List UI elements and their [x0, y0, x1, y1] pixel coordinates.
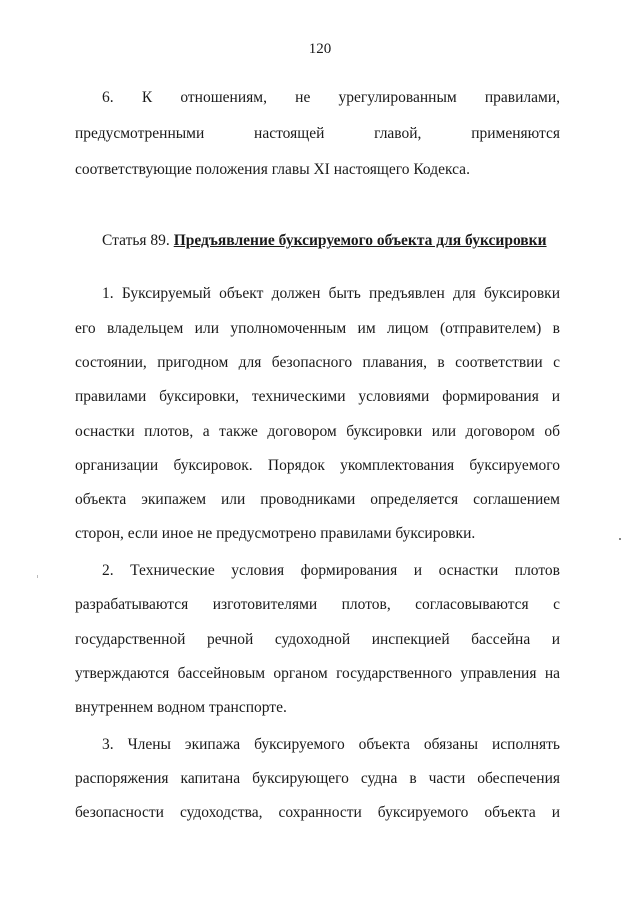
clause-1-line-5: оснастки плотов, а также договором буксировки или договором об [75, 423, 560, 440]
paragraph-6-line-1: 6. К отношениям, не урегулированным правилами, [102, 89, 560, 106]
clause-1-line-7: объекта экипажем или проводниками определяется соглашением [75, 491, 560, 508]
clause-2-line-1: 2. Технические условия формирования и оснастки плотов [102, 562, 560, 579]
paragraph-6-line-3: соответствующие положения главы XI настоящего Кодекса. [75, 161, 470, 178]
clause-1-line-8: сторон, если иное не предусмотрено правилами буксировки. [75, 525, 476, 542]
clause-1-line-6: организации буксировок. Порядок укомплектования буксируемого [75, 457, 560, 474]
clause-1-line-3: состоянии, пригодном для безопасного плавания, в соответствии с [75, 354, 560, 371]
article-heading [102, 231, 547, 251]
clause-2-line-5: внутреннем водном транспорте. [75, 699, 287, 716]
clause-1-line-4: правилами буксировки, техническими условиями формирования и [75, 388, 560, 405]
clause-1-line-1: 1. Буксируемый объект должен быть предъявлен для буксировки [102, 285, 560, 302]
clause-3-line-1: 3. Члены экипажа буксируемого объекта обязаны исполнять [102, 736, 560, 753]
article-title: Предъявление буксируемого объекта для буксировки [173, 232, 547, 249]
scan-speck [619, 538, 621, 540]
clause-1-line-2: его владельцем или уполномоченным им лицом (отправителем) в [75, 320, 560, 337]
clause-3-line-2: распоряжения капитана буксирующего судна в части обеспечения [75, 770, 560, 787]
clause-2-line-4: утверждаются бассейновым органом государственного управления на [75, 665, 560, 682]
clause-2-line-2: разрабатываются изготовителями плотов, согласовываются с [75, 596, 560, 613]
scan-speck [37, 575, 38, 578]
paragraph-6-line-2: предусмотренными настоящей главой, применяются [75, 125, 560, 142]
clause-2-line-3: государственной речной судоходной инспекцией бассейна и [75, 631, 560, 648]
clause-3-line-3: безопасности судоходства, сохранности буксируемого объекта и [75, 804, 560, 821]
article-prefix: Статья 89. [102, 232, 170, 249]
page-number: 120 [308, 41, 332, 57]
